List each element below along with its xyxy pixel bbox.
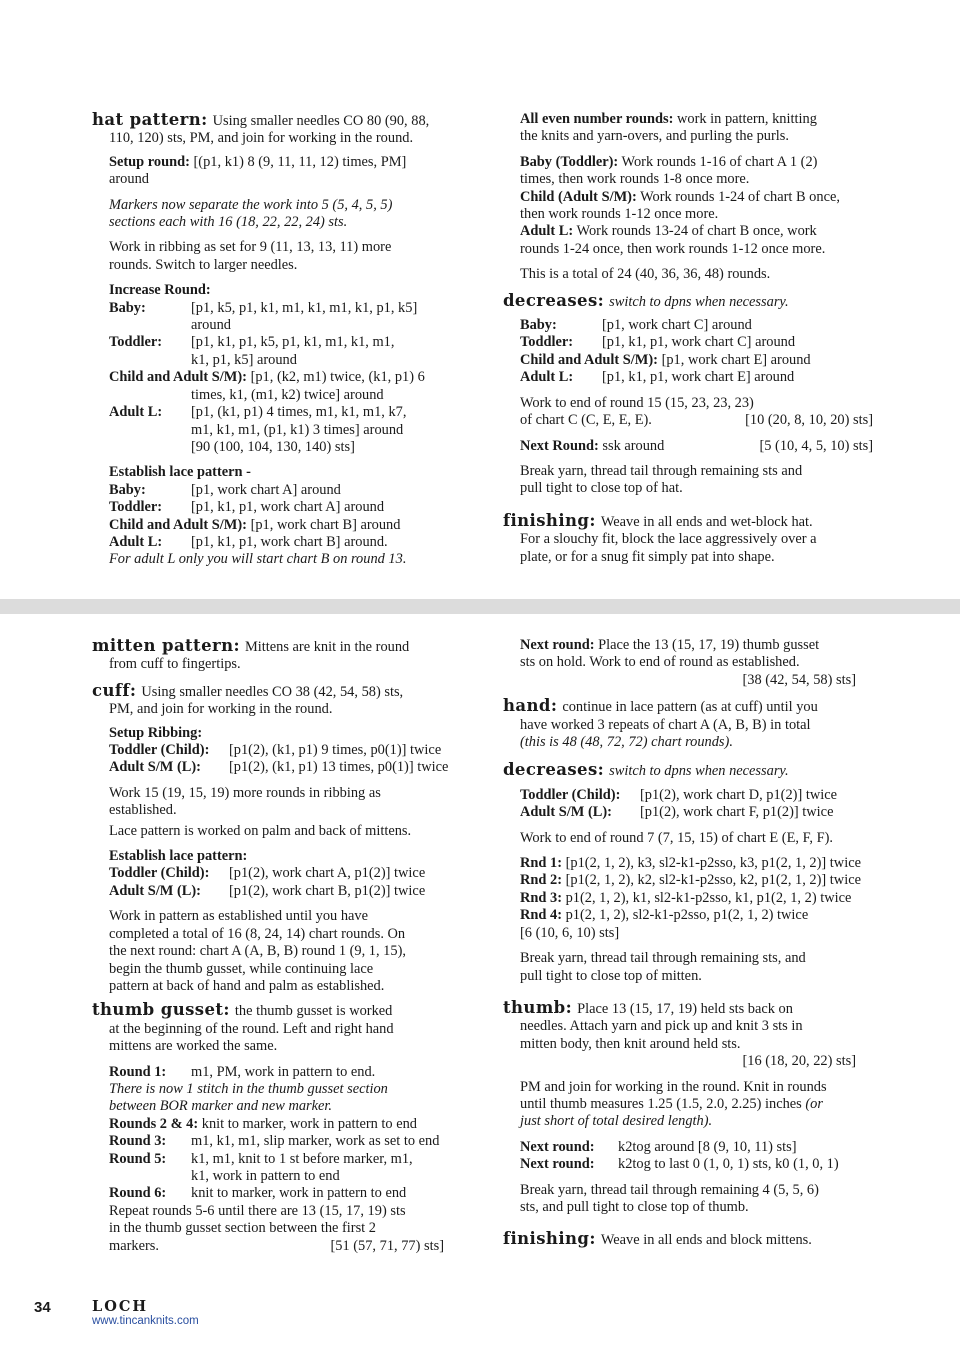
lace-adult-note: For adult L only you will start chart B on round 13. xyxy=(109,551,407,568)
hat-finishing: finishing: Weave in all ends and wet-block hat. For a slouchy fit, block the lace aggressively over a plate, or for a snug fit simply pat into shape. xyxy=(503,510,817,565)
hand-section: hand: continue in lace pattern (as at cuff) until you have worked 3 repeats of chart A (A, B, B) in total (this is 48 (48, 72, 72) chart rounds). xyxy=(503,696,818,751)
thumb-rounds: PM and join for working in the round. Knit in rounds until thumb measures 1.25 (1.5, 2.0, 2.25) inches (or just short of total desired length). xyxy=(520,1078,827,1130)
lace-adult-l: Adult L: [p1, k1, p1, work chart B] around. xyxy=(109,533,388,550)
hat-pattern-section xyxy=(92,111,462,148)
markers-note: Markers now separate the work into 5 (5, 4, 5, 5) sections each with 16 (18, 22, 22, 24) sts. xyxy=(109,196,393,231)
mitten-establish-lace: Establish lace pattern: Toddler (Child): [p1(2), work chart A, p1(2)] twice Adult S/M (L): [p1(2), work chart B, p1(2)] twice xyxy=(109,848,426,899)
thumb-gusset-heading: thumb gusset: xyxy=(92,1000,230,1020)
hat-finishing-heading: finishing: xyxy=(503,510,596,530)
lace-baby: Baby: [p1, work chart A] around xyxy=(109,481,341,498)
hat-pattern-heading: hat pattern: xyxy=(92,110,208,129)
thumb-next-rounds: Next round: k2tog around [8 (9, 10, 11) sts] Next round: k2tog to last 0 (1, 0, 1) sts, k0 (1, 0, 1) xyxy=(520,1138,839,1173)
gusset-rounds: Round 1: m1, PM, work in pattern to end. There is now 1 stitch in the thumb gusset section between BOR marker and new marker. Rounds 2 & 4: knit to marker, work in pattern to end Round 3: m1, k1, m1, slip marker, work as set to end Round 5: k1, m1, knit to 1 st before marker, m1, k1, work in pattern to end Round 6: knit to marker, work in pattern to end Repeat rounds 5-6 until there are 13 (15, 17, 19) sts in the thumb gusset section between the first 2 markers. [51 (57, 71, 77) sts] xyxy=(109,1063,444,1254)
hat-pattern-left-column xyxy=(92,111,462,569)
increase-round-block xyxy=(109,282,462,456)
thumb-heading: thumb: xyxy=(503,997,573,1017)
break-yarn-hat: Break yarn, thread tail through remaining sts and pull tight to close top of hat. xyxy=(520,462,803,497)
mitten-pattern-left-column xyxy=(92,637,462,1255)
increase-toddler: Toddler: [p1, k1, p1, k5, p1, k1, m1, k1, m1, k1, p1, k5] around xyxy=(109,334,395,368)
dpns-note: switch to dpns when necessary. xyxy=(609,293,789,310)
mitten-decreases-heading-row: decreases: switch to dpns when necessary. xyxy=(503,760,789,780)
lace-toddler: Toddler: [p1, k1, p1, work chart A] around xyxy=(109,499,385,516)
hat-decreases-heading: decreases: xyxy=(503,290,605,310)
lace-palm-note: Lace pattern is worked on palm and back of mittens. xyxy=(109,822,412,839)
mitten-pattern-right-column xyxy=(503,637,873,1256)
decrease-rounds: Rnd 1: [p1(2, 1, 2), k3, sl2-k1-p2sso, k3, p1(2, 1, 2)] twice Rnd 2: [p1(2, 1, 2), k2, sl2-k1-p2sso, k2, p1(2, 1, 2)] twice Rnd 3: p1(2, 1, 2), k1, sl2-k1-p2sso, k1, p1(2, 1, 2) twice Rnd 4: p1(2, 1, 2), sl2-k1-p2sso, p1(2, 1, 2) twice [6 (10, 6, 10) sts] xyxy=(520,855,861,941)
even-rounds: All even number rounds: work in pattern, knitting the knits and yarn-overs, and purling the purls. xyxy=(520,111,817,145)
increase-child: Child and Adult S/M): [p1, (k2, m1) twice, (k1, p1) 6 times, k1, (m1, k2) twice] around xyxy=(109,369,425,403)
mitten-pattern-section: mitten pattern: Mittens are knit in the round from cuff to fingertips. xyxy=(92,636,410,673)
mitten-finishing-heading: finishing: xyxy=(503,1229,596,1249)
thumb-gusset-section: thumb gusset: the thumb gusset is worked at the beginning of the round. Left and right hand mittens are worked the same. xyxy=(92,1000,394,1055)
establish-lace-title: Establish lace pattern - xyxy=(109,464,251,481)
mitten-decreases-heading: decreases: xyxy=(503,760,605,780)
next-round: Next Round: ssk around [5 (10, 4, 5, 10) sts] xyxy=(520,437,873,454)
work-in-pattern: Work in pattern as established until you have completed a total of 16 (8, 24, 14) chart rounds. On the next round: chart A (A, B, B) round 1 (9, 1, 15), begin the thumb gusset, while continuing lace pattern at back of hand and palm as established. xyxy=(109,908,406,994)
ribbing-rounds: Work 15 (19, 15, 19) more rounds in ribbing as established. xyxy=(109,784,381,819)
cuff-heading: cuff: xyxy=(92,680,137,700)
mitten-finishing: finishing: Weave in all ends and block mittens. xyxy=(503,1229,812,1249)
hat-decreases-heading-row xyxy=(503,292,873,311)
page-number: 34 xyxy=(34,1299,51,1316)
hat-intro: Using smaller needles CO 80 (90, 88, xyxy=(212,113,430,129)
lace-child: Child and Adult S/M): [p1, work chart B] around xyxy=(109,516,401,533)
thumb-section: thumb: Place 13 (15, 17, 19) held sts back on needles. Attach yarn and pick up and knit 3 sts in mitten body, then knit around held sts. [16 (18, 20, 22) sts] xyxy=(503,997,856,1070)
ribbing-instruction: Work in ribbing as set for 9 (11, 13, 13, 11) more rounds. Switch to larger needles. xyxy=(109,239,392,273)
cuff-section: cuff: Using smaller needles CO 38 (42, 54, 58) sts, PM, and join for working in the round. xyxy=(92,680,404,718)
break-yarn-thumb: Break yarn, thread tail through remaining 4 (5, 5, 6) sts, and pull tight to close top of thumb. xyxy=(520,1181,819,1215)
break-yarn-mitten: Break yarn, thread tail through remaining sts, and pull tight to close top of mitten. xyxy=(520,950,806,984)
mitten-work-to-end: Work to end of round 7 (7, 15, 15) of chart E (E, F, F). xyxy=(520,829,834,846)
work-to-end: Work to end of round 15 (15, 23, 23, 23) of chart C (C, E, E, E). [10 (20, 8, 10, 20) sts] xyxy=(520,394,873,429)
hat-intro-cont: 110, 120) sts, PM, and join for working in the round. xyxy=(109,130,414,147)
mitten-next-round: Next round: Place the 13 (15, 17, 19) thumb gusset sts on hold. Work to end of round as established. [38 (42, 54, 58) sts] xyxy=(520,637,856,688)
setup-ribbing: Setup Ribbing: Toddler (Child): [p1(2), (k1, p1) 9 times, p0(1)] twice Adult S/M (L): [p1(2), (k1, p1) 13 times, p0(1)] twice xyxy=(109,724,449,776)
mitten-decrease-sizes: Toddler (Child): [p1(2), work chart D, p1(2)] twice Adult S/M (L): [p1(2), work chart F, p1(2)] twice xyxy=(520,786,837,821)
hand-heading: hand: xyxy=(503,696,558,716)
website-link[interactable]: www.tincanknits.com xyxy=(92,1315,199,1327)
size-rounds: Baby (Toddler): Work rounds 1-16 of chart A 1 (2) times, then work rounds 1-8 once more. Child (Adult S/M): Work rounds 1-24 of chart B once, then work rounds 1-12 once more. Adult L: Work rounds 13-24 of chart B once, work rounds 1-24 once, then work rounds 1-12 once more. xyxy=(520,153,840,257)
loch-logo: LOCH xyxy=(92,1298,149,1315)
hat-pattern-right-column xyxy=(503,111,873,572)
mitten-pattern-heading: mitten pattern: xyxy=(92,636,240,655)
increase-adult-l: Adult L: [p1, (k1, p1) 4 times, m1, k1, m1, k7, m1, k1, m1, (p1, k1) 3 times] around [90 (100, 104, 130, 140) sts] xyxy=(109,404,407,455)
total-rounds: This is a total of 24 (40, 36, 36, 48) rounds. xyxy=(520,266,771,283)
establish-lace-block xyxy=(109,464,462,568)
section-divider-band xyxy=(0,599,960,614)
increase-round-title: Increase Round: xyxy=(109,282,211,299)
increase-baby: Baby: [p1, k5, p1, k1, m1, k1, m1, k1, p1, k5] around xyxy=(109,299,418,334)
setup-round: Setup round: [(p1, k1) 8 (9, 11, 11, 12) times, PM] around xyxy=(109,153,407,188)
hat-decrease-sizes: Baby: [p1, work chart C] around Toddler: [p1, k1, p1, work chart C] around Child and Adult S/M): [p1, work chart E] around Adult L: [p1, k1, p1, work chart E] around xyxy=(520,317,811,386)
